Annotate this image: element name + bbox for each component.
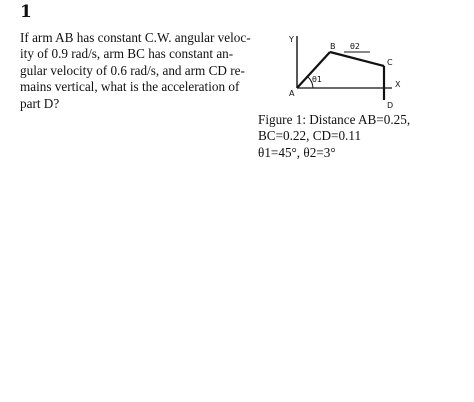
- mechanism-diagram: [286, 32, 410, 110]
- problem-line-4: mains vertical, what is the acceleration of: [20, 79, 240, 95]
- point-b-label: B: [330, 42, 336, 51]
- arm-bc: [330, 52, 384, 66]
- figure-caption: [258, 112, 458, 161]
- mechanism-figure: [286, 32, 410, 110]
- point-d-label: D: [387, 101, 394, 110]
- theta1-label: θ1: [312, 75, 322, 84]
- point-c-label: C: [387, 58, 393, 67]
- caption-line-3: θ1=45°, θ2=3°: [258, 144, 336, 160]
- problem-line-2: ity of 0.9 rad/s, arm BC has constant an-: [20, 46, 234, 62]
- problem-statement: [20, 30, 264, 112]
- caption-line-1: Figure 1: Distance AB=0.25,: [258, 112, 411, 127]
- problem-line-3: gular velocity of 0.6 rad/s, and arm CD re-: [20, 62, 245, 78]
- caption-line-2: BC=0.22, CD=0.11: [258, 128, 362, 144]
- problem-number: 1: [20, 2, 32, 22]
- x-axis-label: X: [395, 80, 401, 89]
- point-a-label: A: [289, 89, 295, 98]
- y-axis-label: Y: [289, 35, 294, 44]
- problem-line-1: If arm AB has constant C.W. angular veloc-: [20, 30, 251, 45]
- theta2-label: θ2: [350, 42, 360, 51]
- problem-line-5: part D?: [20, 95, 60, 111]
